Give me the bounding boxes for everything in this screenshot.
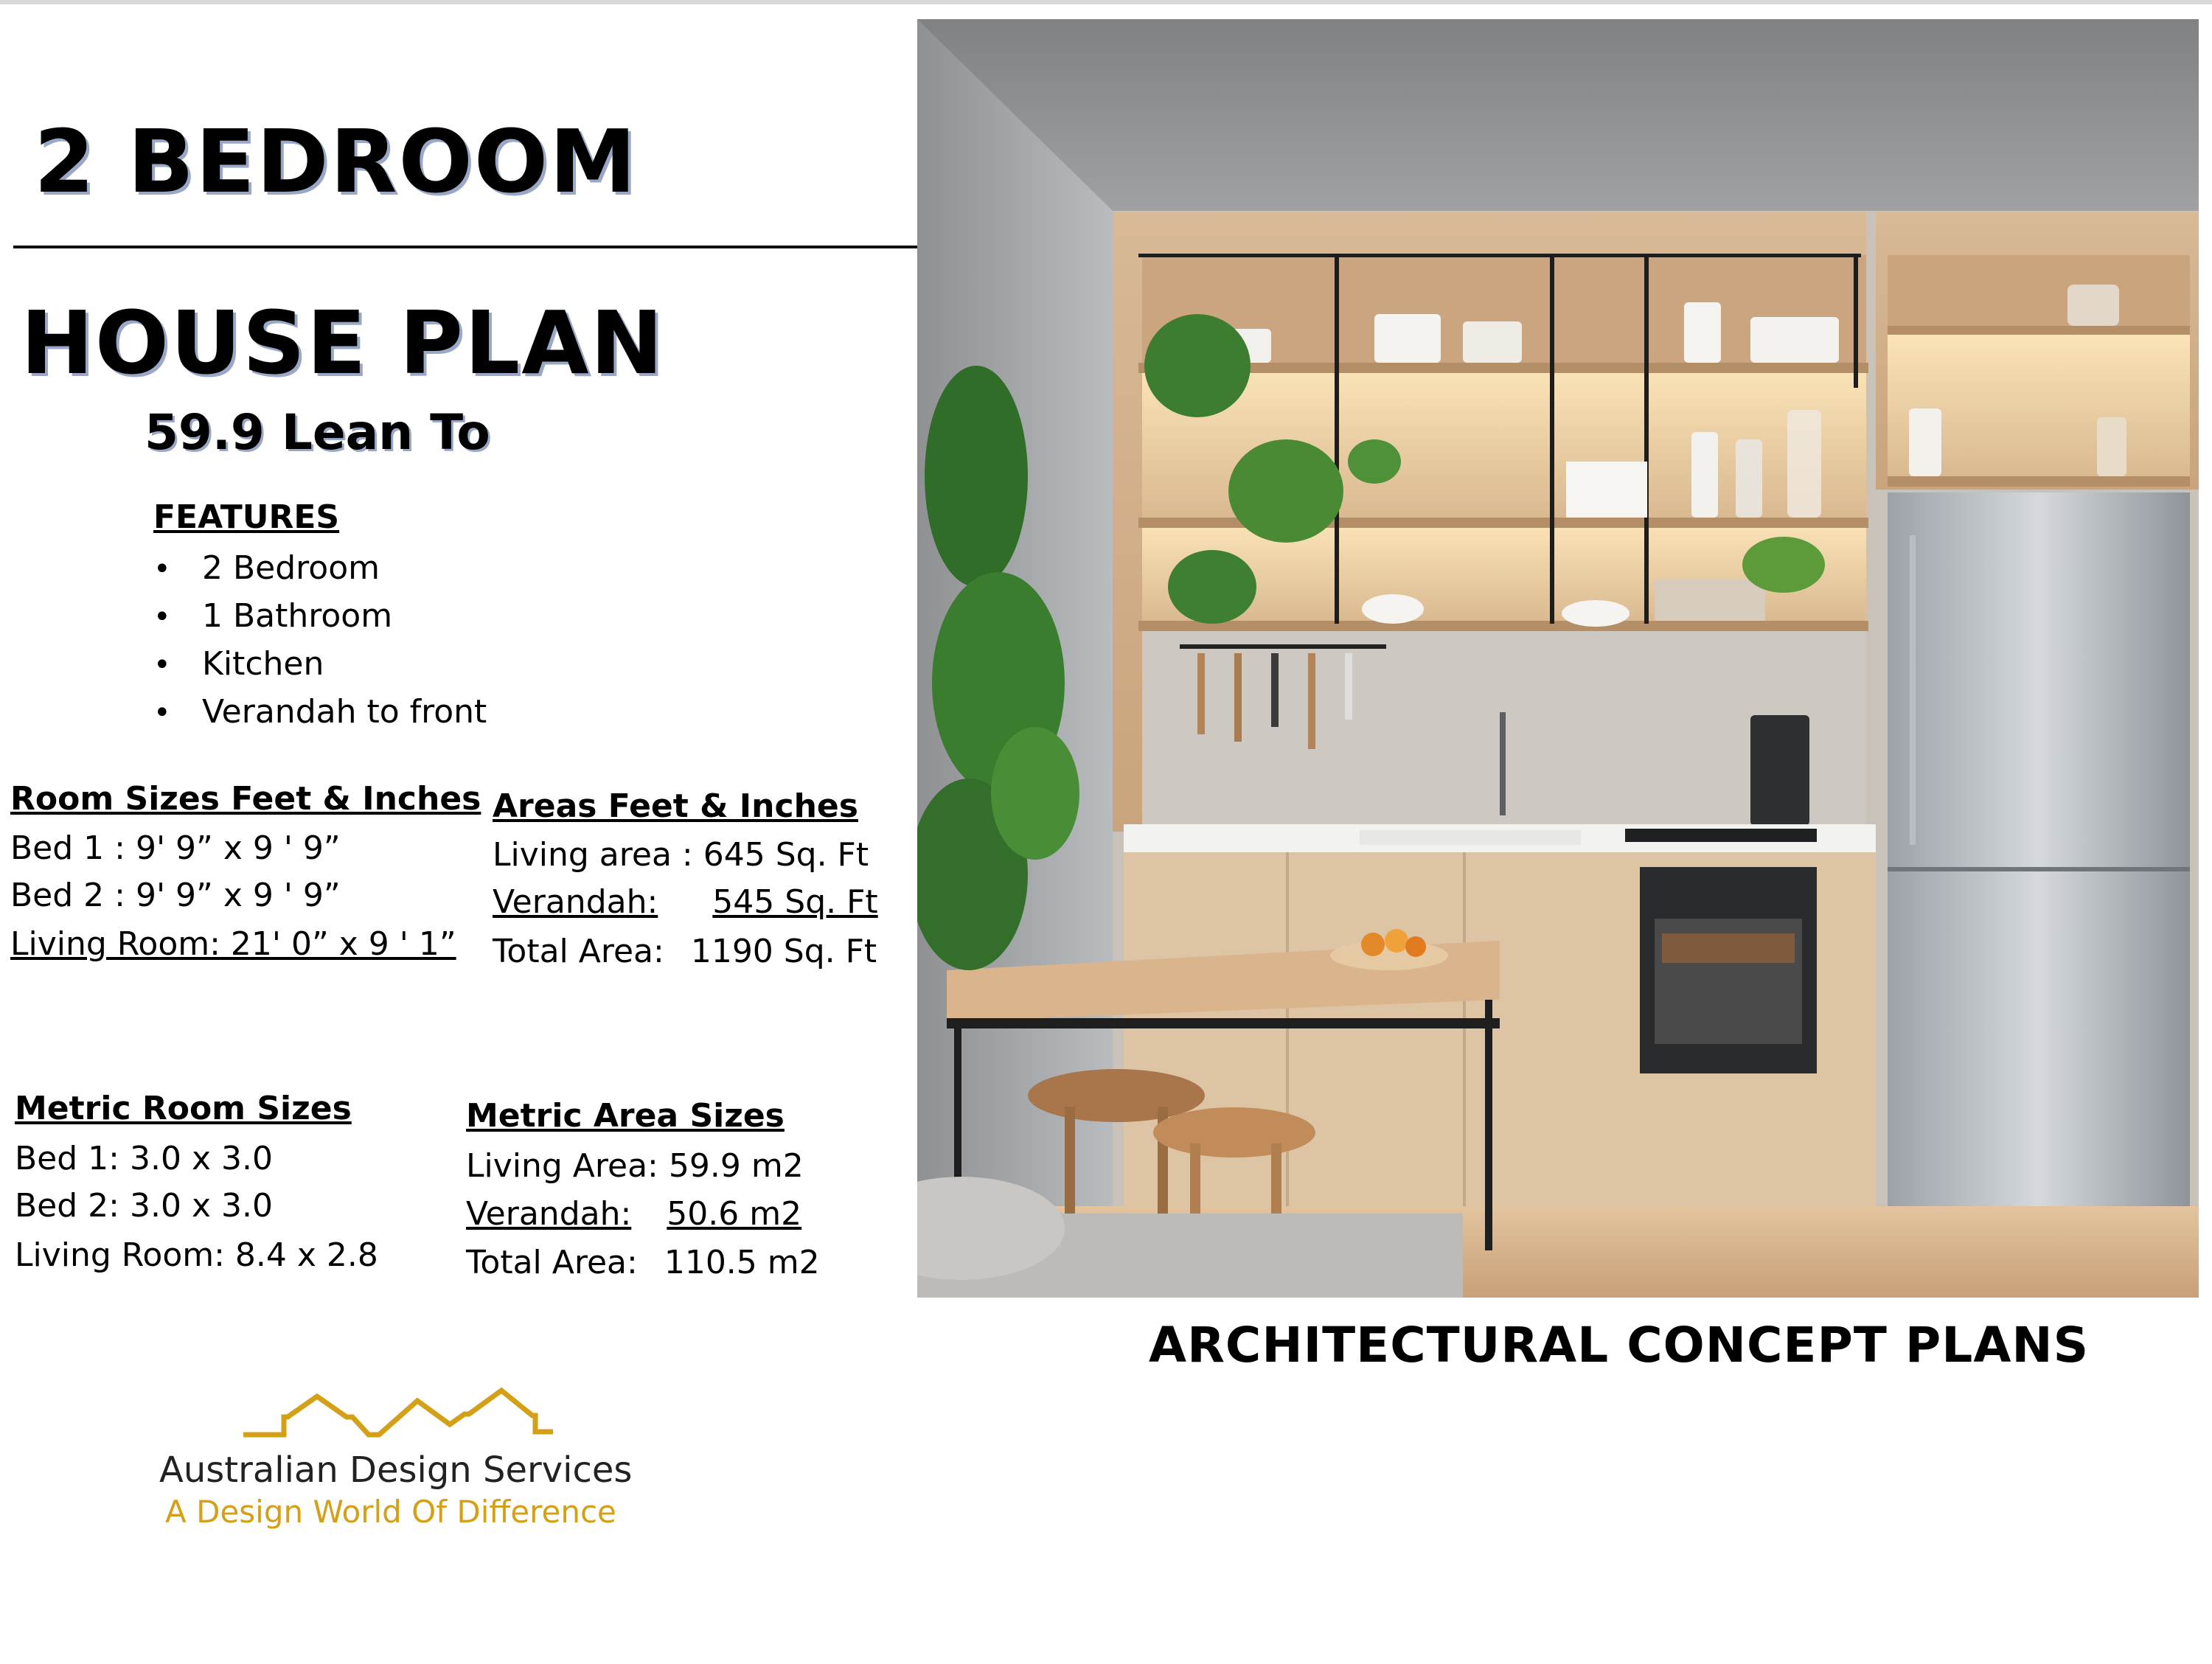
metric-area-row: Verandah: 50.6 m2 (466, 1195, 802, 1233)
bullet-icon: • (153, 696, 171, 730)
company-name: Australian Design Services (159, 1449, 633, 1491)
features-list (153, 544, 487, 736)
metric-area-row: Total Area: 110.5 m2 (466, 1244, 820, 1281)
page-title-line2: HOUSE PLAN (21, 292, 665, 394)
metric-room-row: Bed 1: 3.0 x 3.0 (15, 1140, 273, 1177)
room-sizes-metric-heading: Metric Room Sizes (15, 1090, 352, 1127)
area-row: Total Area: 1190 Sq. Ft (493, 933, 877, 970)
room-sizes-imperial-heading: Room Sizes Feet & Inches (10, 780, 481, 818)
bullet-icon: • (153, 600, 171, 634)
feature-item: • Verandah to front (153, 688, 487, 736)
metric-room-row: Living Room: 8.4 x 2.8 (15, 1236, 378, 1274)
area-row: Verandah: 545 Sq. Ft (493, 883, 878, 921)
kitchen-photo (917, 19, 2199, 1298)
features-heading: FEATURES (153, 498, 340, 536)
top-border (0, 0, 2212, 4)
room-size-row: Bed 2 : 9' 9” x 9 ' 9” (10, 877, 341, 914)
title-divider (13, 246, 917, 248)
areas-imperial-heading: Areas Feet & Inches (493, 787, 858, 825)
feature-item: • Kitchen (153, 640, 487, 688)
area-row: Living area : 645 Sq. Ft (493, 836, 869, 874)
metric-area-row: Living Area: 59.9 m2 (466, 1147, 804, 1185)
plan-subtitle: 59.9 Lean To (145, 404, 490, 461)
room-size-row: Living Room: 21' 0” x 9 ' 1” (10, 925, 456, 963)
feature-item: • 1 Bathroom (153, 592, 487, 640)
photo-caption: ARCHITECTURAL CONCEPT PLANS (1149, 1317, 2090, 1374)
bullet-icon: • (153, 648, 171, 682)
bullet-icon: • (153, 552, 171, 586)
areas-metric-heading: Metric Area Sizes (466, 1097, 785, 1135)
roof-logo-icon (243, 1383, 553, 1442)
metric-room-row: Bed 2: 3.0 x 3.0 (15, 1187, 273, 1225)
company-tagline: A Design World Of Difference (165, 1494, 616, 1530)
feature-item: • 2 Bedroom (153, 544, 487, 592)
page-title-line1: 2 BEDROOM (34, 111, 638, 212)
room-size-row: Bed 1 : 9' 9” x 9 ' 9” (10, 829, 341, 867)
